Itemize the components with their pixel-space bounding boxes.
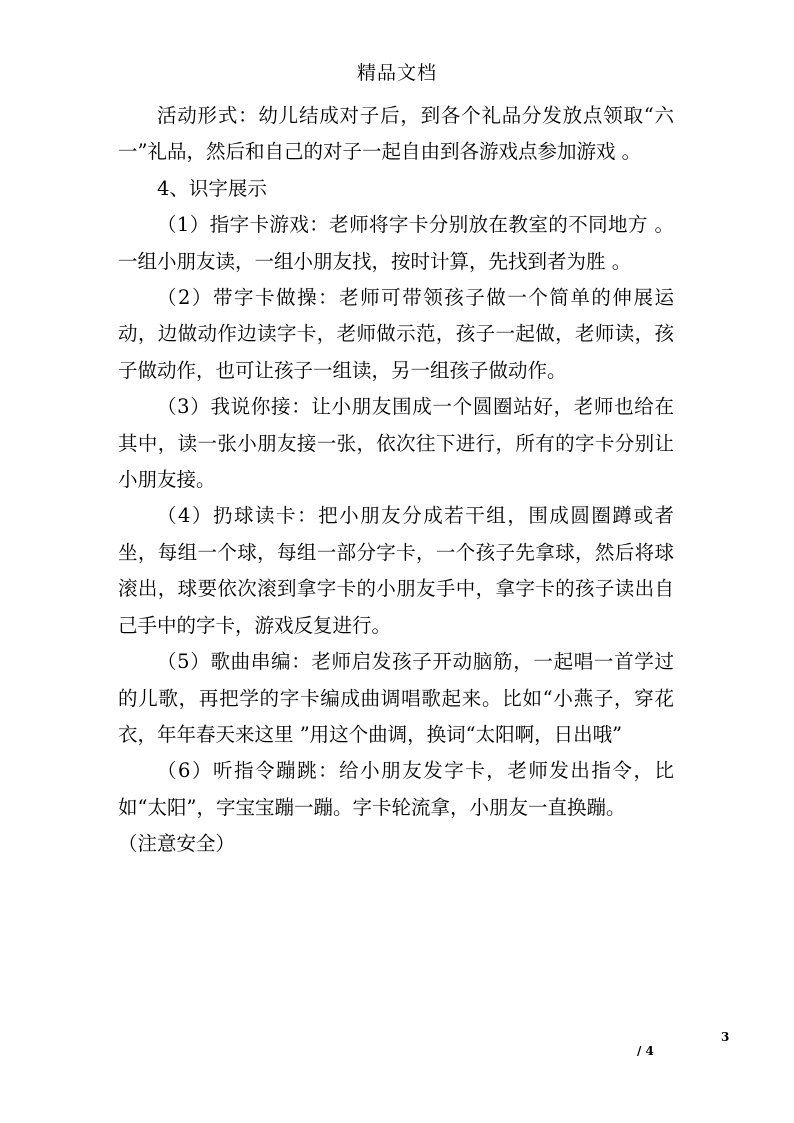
paragraph-item-6: （6）听指令蹦跳：给小朋友发字卡，老师发出指令，比如“太阳”，字宝宝蹦一蹦。字卡轮流拿，小朋友一直换蹦。 [118, 759, 674, 819]
paragraph-activity-form: 活动形式：幼儿结成对子后，到各个礼品分发放点领取“六一”礼品，然后和自己的对子一起自由到各游戏点参加游戏 。 [118, 104, 674, 164]
paragraph-item-4: （4）扔球读卡：把小朋友分成若干组，围成圆圈蹲或者坐，每组一个球，每组一部分字卡，一个孩子先拿球，然后将球滚出，球要依次滚到拿字卡的小朋友手中，拿字卡的孩子读出自己手中的字卡，游戏反复进行。 [118, 504, 674, 637]
paragraph-safety-note: （注意安全） [118, 832, 236, 856]
document-header-title: 精品文档 [356, 62, 437, 84]
paragraph-item-3: （3）我说你接：让小朋友围成一个圆圈站好，老师也给在其中，读一张小朋友接一张，依次往下进行，所有的字卡分别让小朋友接。 [118, 395, 674, 492]
document-body [118, 98, 674, 863]
paragraph-section-heading: 4、识字展示 [157, 176, 267, 200]
paragraph-item-5: （5）歌曲串编：老师启发孩子开动脑筋，一起唱一首学过的儿歌，再把学的字卡编成曲调唱歌起来。比如“小燕子，穿花衣，年年春天来这里 ”用这个曲调，换词“太阳啊，日出哦” [118, 650, 674, 746]
page-total: / 4 [637, 1044, 654, 1058]
page-number: 3 [721, 1030, 730, 1044]
paragraph-item-2: （2）带字卡做操：老师可带领孩子做一个简单的伸展运动，边做动作边读字卡，老师做示范，孩子一起做，老师读，孩子做动作，也可让孩子一组读，另一组孩子做动作。 [118, 286, 674, 382]
paragraph-item-1: （1）指字卡游戏：老师将字卡分别放在教室的不同地方 。一组小朋友读，一组小朋友找，按时计算，先找到者为胜 。 [118, 213, 674, 273]
